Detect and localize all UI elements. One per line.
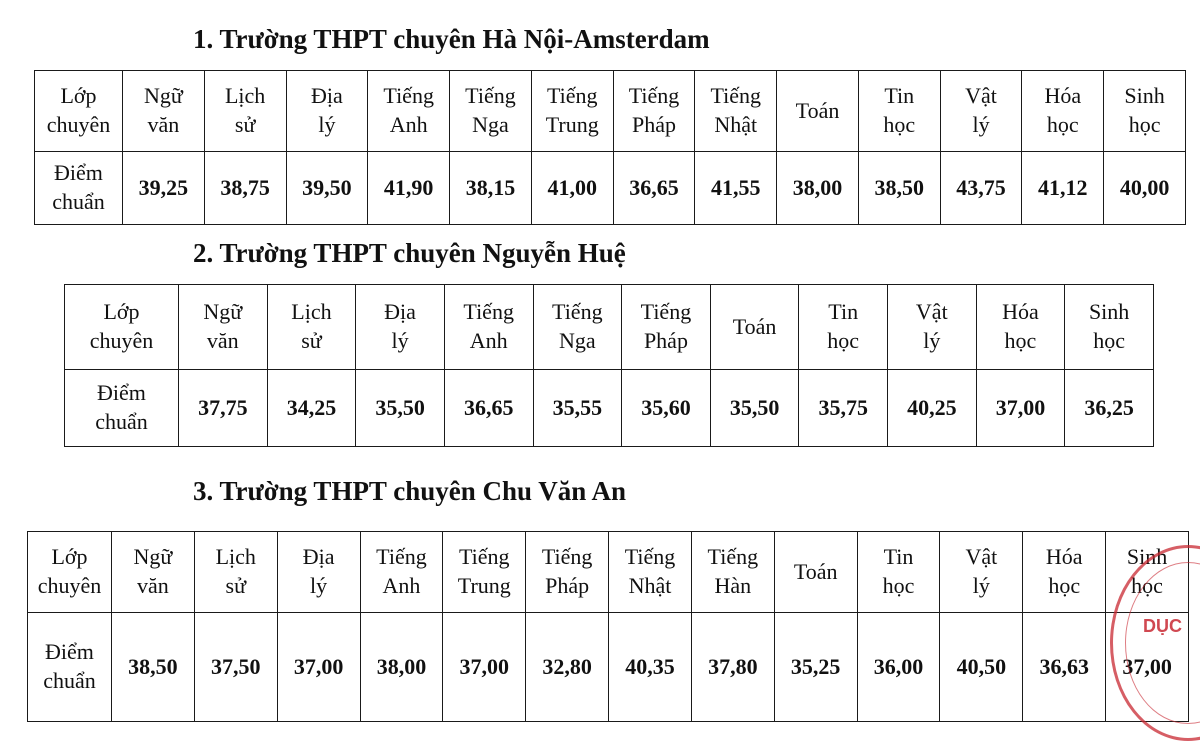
subject-header-cell-line: Tiếng: [376, 544, 427, 570]
subject-header-cell: [695, 71, 777, 152]
score-cell: 37,00: [277, 613, 360, 722]
section-title-hanoi-amsterdam: 1. Trường THPT chuyên Hà Nội-Amsterdam: [193, 24, 710, 54]
score-row: [65, 370, 1154, 447]
row-label-score: [65, 370, 179, 447]
score-cell: 40,50: [940, 613, 1023, 722]
section-title-chu-van-an: 3. Trường THPT chuyên Chu Văn An: [193, 476, 627, 506]
subject-header-cell: [444, 285, 533, 370]
row-label-score-line: Điểm: [97, 380, 146, 406]
subject-header-cell-line: Tiếng: [624, 544, 676, 570]
score-cell: 35,50: [356, 370, 445, 447]
subject-header-cell: [123, 71, 205, 152]
subject-header-cell: [533, 285, 622, 370]
subject-header-cell-line: Tiếng: [463, 299, 514, 325]
subject-header-cell-line: Nga: [472, 112, 509, 137]
subject-header-cell-line: lý: [972, 573, 990, 598]
subject-header-cell: [204, 71, 286, 152]
subject-header-cell: [940, 532, 1023, 613]
subject-header-cell-line: Sinh: [1126, 544, 1168, 570]
subject-header-cell-line: lý: [310, 573, 328, 598]
score-cell: 37,00: [443, 613, 526, 722]
subject-header-cell-line: Ngữ: [143, 83, 183, 109]
score-cell: 36,63: [1023, 613, 1106, 722]
subject-header-cell-line: Địa: [384, 299, 416, 325]
subject-header-cell-line: Sinh: [1124, 83, 1165, 109]
subject-header-cell: [179, 285, 268, 370]
score-cell: 37,75: [179, 370, 268, 447]
score-cell: 35,60: [622, 370, 711, 447]
score-cell: 36,25: [1065, 370, 1154, 447]
subject-header-cell: [622, 285, 711, 370]
subject-header-cell-line: Pháp: [643, 328, 688, 353]
subject-header-cell: [613, 71, 695, 152]
subject-header-cell-line: Tiếng: [707, 544, 759, 570]
score-cell: 41,12: [1022, 152, 1104, 225]
score-cell: 39,50: [286, 152, 368, 225]
subject-header-cell-line: học: [1046, 112, 1079, 137]
score-cell: 35,50: [710, 370, 799, 447]
subject-header-cell-line: Hàn: [714, 573, 752, 598]
row-label-subject-line: Lớp: [51, 544, 88, 570]
score-cell: 38,00: [777, 152, 859, 225]
score-row: [35, 152, 1186, 225]
score-table-hanoi-amsterdam: [34, 70, 1186, 225]
subject-header-cell-line: Ngữ: [133, 544, 173, 570]
subject-header-cell-line: Lịch: [215, 544, 256, 570]
score-cell: 41,00: [531, 152, 613, 225]
row-label-score: [28, 613, 112, 722]
row-label-score-line: Điểm: [54, 160, 103, 186]
subject-header-cell-line: Hóa: [1002, 299, 1039, 325]
subject-header-cell-line: lý: [318, 112, 336, 137]
subject-header-cell: [857, 532, 940, 613]
row-label-subject-line: chuyên: [46, 112, 111, 137]
score-cell: 38,75: [204, 152, 286, 225]
subject-header-cell-line: Lịch: [291, 299, 332, 325]
subject-header-cell-line: văn: [147, 112, 180, 137]
subject-header-cell-line: Toán: [795, 97, 840, 123]
subject-header-cell-line: Hóa: [1045, 544, 1083, 570]
subject-header-cell-line: Pháp: [545, 573, 590, 598]
row-label-score: [35, 152, 123, 225]
subject-header-cell-line: học: [1048, 573, 1081, 598]
subject-header-cell: [194, 532, 277, 613]
subject-header-cell: [1104, 71, 1186, 152]
subject-header-cell-line: Vật: [915, 299, 948, 325]
subject-row: [28, 532, 1189, 613]
subject-header-cell-line: Tiếng: [546, 83, 598, 109]
subject-header-cell-line: Nhật: [714, 112, 758, 137]
subject-header-cell-line: Tin: [884, 83, 915, 109]
subject-header-cell-line: Tiếng: [640, 299, 692, 325]
subject-header-cell: [940, 71, 1022, 152]
score-cell: 35,75: [799, 370, 888, 447]
row-label-subject: [28, 532, 112, 613]
score-cell: 34,25: [267, 370, 356, 447]
subject-header-cell-line: Tiếng: [552, 299, 603, 325]
row-label-subject: [65, 285, 179, 370]
subject-header-cell-line: Pháp: [631, 112, 676, 137]
subject-header-cell-line: Sinh: [1088, 299, 1130, 325]
subject-header-cell-line: Tin: [828, 299, 859, 325]
row-label-subject-line: Lớp: [60, 83, 97, 109]
subject-header-cell-line: Toán: [793, 558, 838, 584]
subject-header-cell-line: sử: [225, 573, 247, 598]
subject-header-cell-line: Trung: [545, 112, 599, 137]
score-cell: 35,55: [533, 370, 622, 447]
subject-header-cell: [799, 285, 888, 370]
subject-header-cell: [1106, 532, 1189, 613]
subject-row: [65, 285, 1154, 370]
subject-header-cell: [1065, 285, 1154, 370]
row-label-score-line: chuẩn: [95, 409, 148, 434]
score-cell: 36,00: [857, 613, 940, 722]
subject-header-cell-line: Tiếng: [465, 83, 516, 109]
row-label-score-line: chuẩn: [52, 189, 105, 214]
row-label-subject-line: chuyên: [37, 573, 102, 598]
score-cell: 39,25: [123, 152, 205, 225]
score-cell: 38,00: [360, 613, 443, 722]
subject-header-cell-line: học: [827, 328, 860, 353]
subject-header-cell-line: lý: [972, 112, 990, 137]
subject-header-cell-line: Vật: [965, 544, 998, 570]
subject-header-cell: [609, 532, 692, 613]
subject-header-cell-line: sử: [234, 112, 256, 137]
score-cell: 40,35: [609, 613, 692, 722]
subject-header-cell: [1023, 532, 1106, 613]
score-cell: 37,80: [691, 613, 774, 722]
score-cell: 41,90: [368, 152, 450, 225]
score-cell: 35,25: [774, 613, 857, 722]
subject-header-cell: [277, 532, 360, 613]
subject-header-cell-line: học: [1093, 328, 1125, 353]
subject-header-cell-line: Lịch: [224, 83, 266, 109]
score-cell: 36,65: [444, 370, 533, 447]
subject-header-cell: [360, 532, 443, 613]
subject-header-cell: [691, 532, 774, 613]
subject-header-cell: [531, 71, 613, 152]
subject-header-cell-line: Hóa: [1044, 83, 1082, 109]
score-cell: 43,75: [940, 152, 1022, 225]
subject-header-cell: [777, 71, 859, 152]
subject-header-cell-line: Tiếng: [541, 544, 593, 570]
subject-header-cell-line: sử: [301, 328, 322, 353]
subject-header-cell-line: Tiếng: [710, 83, 762, 109]
subject-header-cell-line: học: [882, 573, 915, 598]
subject-header-cell-line: Anh: [382, 573, 421, 598]
subject-header-cell-line: Vật: [965, 83, 997, 109]
subject-header-cell: [888, 285, 977, 370]
seal-text: DỤC: [1143, 616, 1182, 636]
subject-header-cell-line: Tiếng: [628, 83, 680, 109]
subject-header-cell-line: Nga: [558, 328, 596, 353]
subject-header-cell: [1022, 71, 1104, 152]
score-cell: 40,25: [888, 370, 977, 447]
score-cell: 37,00: [976, 370, 1065, 447]
subject-header-cell: [710, 285, 799, 370]
subject-header-cell-line: Ngữ: [203, 299, 243, 325]
subject-header-cell: [976, 285, 1065, 370]
subject-header-cell-line: Tin: [883, 544, 914, 570]
score-cell: 38,50: [112, 613, 195, 722]
subject-header-cell-line: lý: [923, 328, 941, 353]
subject-header-cell-line: lý: [391, 328, 409, 353]
section-title-nguyen-hue: 2. Trường THPT chuyên Nguyễn Huệ: [193, 238, 626, 268]
subject-header-cell-line: Tiếng: [459, 544, 510, 570]
score-table-chu-van-an: [27, 531, 1189, 722]
subject-header-cell-line: văn: [206, 328, 239, 353]
row-label-subject-line: Lớp: [103, 299, 140, 325]
score-cell: 41,55: [695, 152, 777, 225]
subject-header-cell: [450, 71, 532, 152]
subject-header-cell: [368, 71, 450, 152]
row-label-score-line: Điểm: [45, 639, 94, 665]
score-row: [28, 613, 1189, 722]
subject-header-cell-line: học: [1128, 112, 1161, 137]
score-table-nguyen-hue: [64, 284, 1154, 447]
subject-header-cell-line: học: [1004, 328, 1037, 353]
subject-header-cell-line: Toán: [732, 313, 777, 339]
row-label-subject: [35, 71, 123, 152]
subject-header-cell: [286, 71, 368, 152]
subject-header-cell-line: học: [1131, 573, 1163, 598]
score-cell: 38,50: [858, 152, 940, 225]
subject-header-cell-line: Anh: [469, 328, 508, 353]
score-cell: 40,00: [1104, 152, 1186, 225]
subject-header-cell-line: Địa: [311, 83, 343, 109]
score-cell: 32,80: [526, 613, 609, 722]
score-cell: 37,50: [194, 613, 277, 722]
subject-header-cell: [356, 285, 445, 370]
subject-header-cell-line: Tiếng: [383, 83, 434, 109]
subject-header-cell: [858, 71, 940, 152]
subject-header-cell-line: Nhật: [628, 573, 672, 598]
row-label-subject-line: chuyên: [89, 328, 154, 353]
subject-row: [35, 71, 1186, 152]
row-label-score-line: chuẩn: [43, 668, 96, 693]
subject-header-cell: [774, 532, 857, 613]
score-cell: 36,65: [613, 152, 695, 225]
subject-header-cell-line: Anh: [389, 112, 428, 137]
subject-header-cell: [443, 532, 526, 613]
subject-header-cell: [267, 285, 356, 370]
score-cell: 37,00: [1106, 613, 1189, 722]
subject-header-cell-line: học: [883, 112, 916, 137]
score-cell: 38,15: [450, 152, 532, 225]
subject-header-cell-line: Địa: [302, 544, 335, 570]
subject-header-cell-line: Trung: [457, 573, 511, 598]
subject-header-cell-line: văn: [137, 573, 169, 598]
subject-header-cell: [112, 532, 195, 613]
subject-header-cell: [526, 532, 609, 613]
